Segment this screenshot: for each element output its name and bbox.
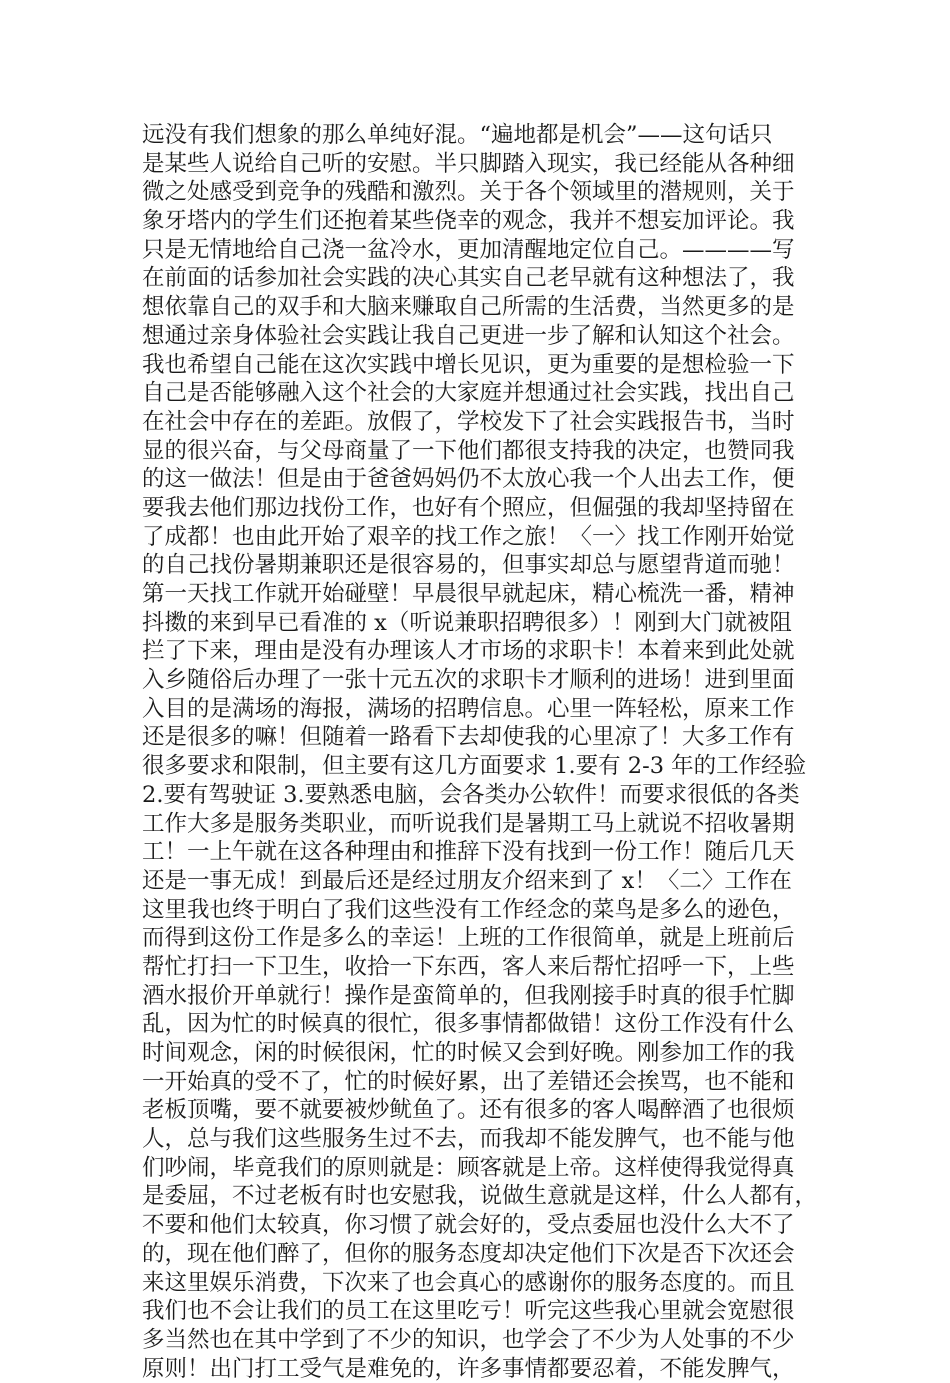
text-line: 微之处感受到竞争的残酷和激烈。关于各个领域里的潜规则，关于 (142, 179, 795, 206)
text-line: 很多要求和限制，但主要有这几方面要求 1.要有 2-3 年的工作经验 (142, 753, 807, 780)
text-line: 在社会中存在的差距。放假了，学校发下了社会实践报告书，当时 (142, 408, 795, 435)
text-line: 一开始真的受不了，忙的时候好累，出了差错还会挨骂，也不能和 (142, 1068, 795, 1095)
text-line: 而得到这份工作是多么的幸运！上班的工作很简单，就是上班前后 (142, 925, 795, 952)
text-line: 来这里娱乐消费，下次来了也会真心的感谢你的服务态度的。而且 (142, 1269, 795, 1296)
text-line: 第一天找工作就开始碰壁！早晨很早就起床，精心梳洗一番，精神 (142, 581, 795, 607)
text-line: 帮忙打扫一下卫生，收拾一下东西，客人来后帮忙招呼一下，上些 (142, 953, 795, 980)
text-line: 还是一事无成！到最后还是经过朋友介绍来到了 x！〈二〉工作在 (142, 867, 792, 894)
text-line: 的这一做法！但是由于爸爸妈妈仍不太放心我一个人出去工作，便 (142, 466, 795, 493)
text-line: 的自己找份暑期兼职还是很容易的，但事实却总与愿望背道而驰！ (142, 552, 795, 579)
text-line: 乱，因为忙的时候真的很忙，很多事情都做错！这份工作没有什么 (142, 1011, 795, 1038)
text-line: 想依靠自己的双手和大脑来赚取自己所需的生活费，当然更多的是 (142, 294, 795, 321)
body-text (142, 121, 822, 1383)
text-line: 工作大多是服务类职业，而听说我们是暑期工马上就说不招收暑期 (142, 810, 795, 837)
text-line: 是某些人说给自己听的安慰。半只脚踏入现实，我已经能从各种细 (142, 150, 795, 177)
text-line: 酒水报价开单就行！操作是蛮简单的，但我刚接手时真的很手忙脚 (142, 982, 795, 1009)
text-line: 多当然也在其中学到了不少的知识，也学会了不少为人处事的不少 (142, 1326, 795, 1353)
text-line: 时间观念，闲的时候很闲，忙的时候又会到好晚。刚参加工作的我 (142, 1040, 795, 1066)
text-line: 不要和他们太较真，你习惯了就会好的，受点委屈也没什么大不了 (142, 1212, 795, 1239)
text-line: 自己是否能够融入这个社会的大家庭并想通过社会实践，找出自己 (142, 380, 795, 407)
text-line: 要我去他们那边找份工作，也好有个照应，但倔强的我却坚持留在 (142, 494, 795, 521)
text-line: 在前面的话参加社会实践的决心其实自己老早就有这种想法了，我 (142, 265, 795, 292)
text-line: 入目的是满场的海报，满场的招聘信息。心里一阵轻松，原来工作 (142, 695, 795, 722)
text-line: 抖擞的来到早已看准的 x（听说兼职招聘很多）！刚到大门就被阻 (142, 609, 792, 636)
text-line: 只是无情地给自己浇一盆冷水，更加清醒地定位自己。————写 (142, 236, 795, 263)
text-line: 我也希望自己能在这次实践中增长见识，更为重要的是想检验一下 (142, 351, 795, 378)
text-line: 我们也不会让我们的员工在这里吃亏！听完这些我心里就会宽慰很 (142, 1298, 795, 1325)
text-line: 入乡随俗后办理了一张十元五次的求职卡才顺利的进场！进到里面 (142, 667, 795, 694)
text-line: 想通过亲身体验社会实践让我自己更进一步了解和认知这个社会。 (142, 322, 795, 349)
text-line: 还是很多的嘛！但随着一路看下去却使我的心里凉了！大多工作有 (142, 724, 795, 751)
text-line: 们吵闹，毕竟我们的原则就是：顾客就是上帝。这样使得我觉得真 (142, 1154, 795, 1181)
text-line: 2.要有驾驶证 3.要熟悉电脑，会各类办公软件！而要求很低的各类 (142, 781, 800, 808)
text-line: 的，现在他们醉了，但你的服务态度却决定他们下次是否下次还会 (142, 1240, 795, 1267)
text-line: 这里我也终于明白了我们这些没有工作经念的菜鸟是多么的逊色， (142, 896, 795, 923)
text-line: 原则！出门打工受气是难免的，许多事情都要忍着，不能发脾气， (142, 1355, 795, 1382)
text-line: 老板顶嘴，要不就要被炒鱿鱼了。还有很多的客人喝醉酒了也很烦 (142, 1097, 795, 1124)
text-line: 了成都！也由此开始了艰辛的找工作之旅！〈一〉找工作刚开始觉 (142, 523, 795, 550)
text-line: 远没有我们想象的那么单纯好混。“遍地都是机会”——这句话只 (142, 122, 773, 148)
text-line: 象牙塔内的学生们还抱着某些侥幸的观念，我并不想妄加评论。我 (142, 208, 795, 235)
text-line: 工！一上午就在这各种理由和推辞下没有找到一份工作！随后几天 (142, 839, 795, 866)
text-line: 是委屈，不过老板有时也安慰我，说做生意就是这样，什么人都有， (142, 1183, 818, 1210)
text-line: 拦了下来，理由是没有办理该人才市场的求职卡！本着来到此处就 (142, 638, 795, 665)
text-line: 人，总与我们这些服务生过不去，而我却不能发脾气，也不能与他 (142, 1126, 795, 1153)
text-line: 显的很兴奋，与父母商量了一下他们都很支持我的决定，也赞同我 (142, 437, 795, 464)
